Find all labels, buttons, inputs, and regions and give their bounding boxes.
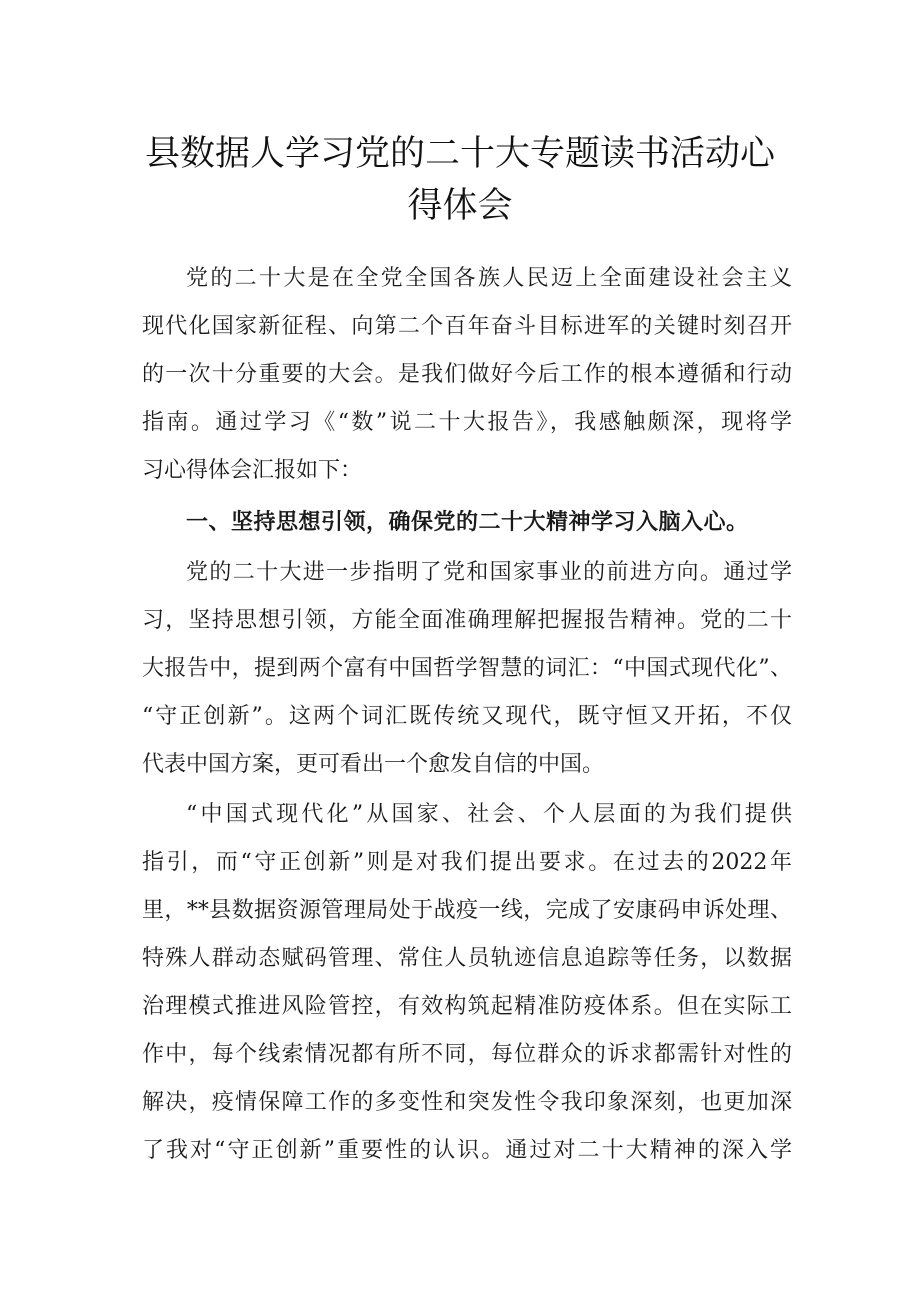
paragraph-3-line: 治理模式推进风险管控，有效构筑起精准防疫体系。但在实际工 [142,994,792,1019]
paragraph-3-line: 了我对“守正创新”重要性的认识。通过对二十大精神的深入学 [142,1138,792,1163]
paragraph-3-line: 特殊人群动态赋码管理、常住人员轨迹信息追踪等任务，以数据 [142,946,792,971]
paragraph-1-line: 党的二十大是在全党全国各族人民迈上全面建设社会主义 [186,266,792,291]
paragraph-3-line: 解决，疫情保障工作的多变性和突发性令我印象深刻，也更加深 [142,1090,792,1115]
paragraph-2-line: 习，坚持思想引领，方能全面准确理解把握报告精神。党的二十 [142,608,792,633]
paragraph-2-line: “守正创新”。这两个词汇既传统又现代，既守恒又开拓，不仅 [142,704,792,729]
title-line-1: 县数据人学习党的二十大专题读书活动心 [144,134,775,174]
paragraph-3-line: 作中，每个线索情况都有所不同，每位群众的诉求都需针对性的 [142,1042,792,1067]
paragraph-3-line: 里，**县数据资源管理局处于战疫一线，完成了安康码申诉处理、 [142,898,792,923]
document-title [120,128,800,232]
paragraph-1-line: 习心得体会汇报如下： [142,458,363,483]
paragraph-3-line: 指引，而“守正创新”则是对我们提出要求。在过去的2022年 [142,850,792,875]
paragraph-1-line: 的一次十分重要的大会。是我们做好今后工作的根本遵循和行动 [142,362,792,387]
paragraph-2-line: 代表中国方案，更可看出一个愈发自信的中国。 [142,752,605,777]
section-heading-1: 一、坚持思想引领，确保党的二十大精神学习入脑入心。 [186,510,749,535]
paragraph-1-line: 指南。通过学习《“数”说二十大报告》，我感触颇深，现将学 [142,410,792,435]
paragraph-1-line: 现代化国家新征程、向第二个百年奋斗目标进军的关键时刻召开 [142,314,792,339]
paragraph-2-line: 大报告中，提到两个富有中国哲学智慧的词汇：“中国式现代化”、 [142,656,792,681]
title-line-2: 得体会 [407,186,513,226]
paragraph-3-line: “中国式现代化”从国家、社会、个人层面的为我们提供 [186,802,792,827]
paragraph-2-line: 党的二十大进一步指明了党和国家事业的前进方向。通过学 [186,560,792,585]
